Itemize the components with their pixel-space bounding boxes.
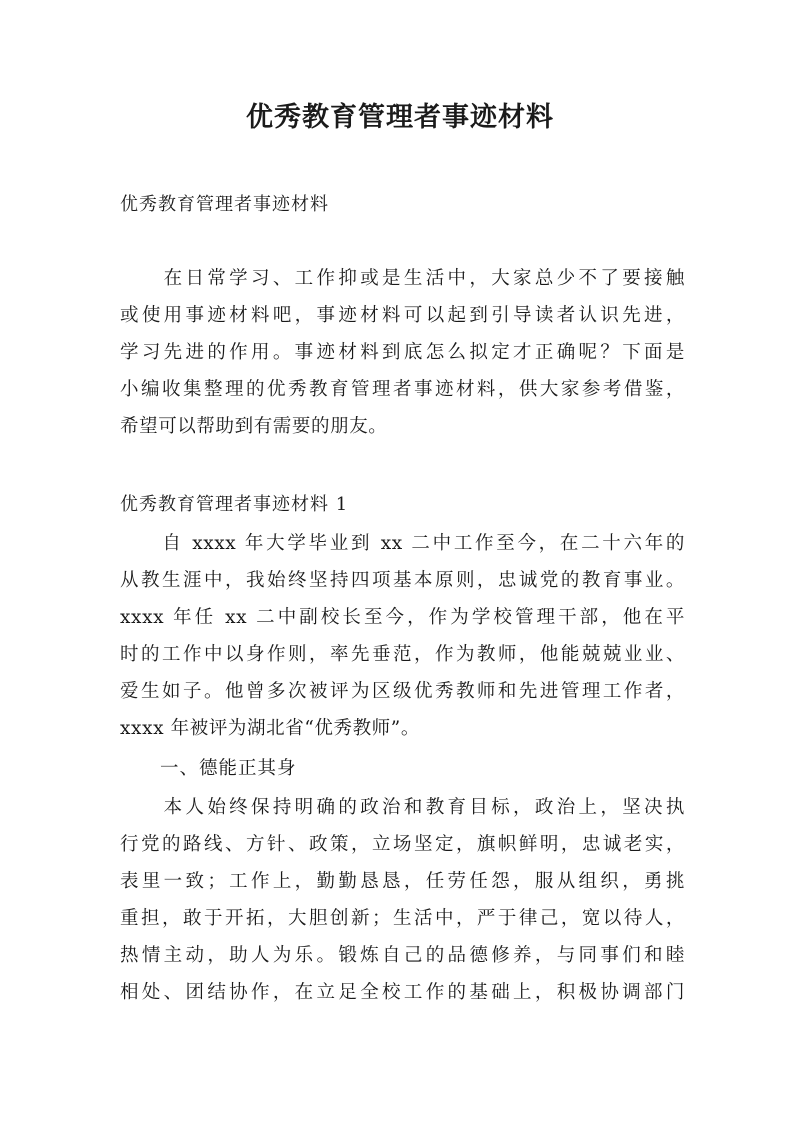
intro-paragraph	[120, 260, 685, 445]
section2-line: 重担，敢于开拓，大胆创新；生活中，严于律己，宽以待人，	[120, 908, 685, 929]
section1-line: 爱生如子。他曾多次被评为区级优秀教师和先进管理工作者，	[120, 681, 685, 702]
section1-line: 时的工作中以身作则，率先垂范，作为教师，他能兢兢业业、	[120, 644, 685, 665]
intro-line: 学习先进的作用。事迹材料到底怎么拟定才正确呢？下面是	[120, 342, 685, 363]
section1-line: xxxx 年任 xx 二中副校长至今，作为学校管理干部，他在平	[120, 607, 685, 628]
subheading-virtue: 一、德能正其身	[160, 758, 297, 779]
section1-line: 从教生涯中，我始终坚持四项基本原则，忠诚党的教育事业。	[120, 570, 685, 591]
section2-paragraph	[120, 789, 685, 1011]
section1-line: 自 xxxx 年大学毕业到 xx 二中工作至今，在二十六年的	[120, 533, 685, 554]
section1-paragraph	[120, 525, 685, 747]
section1-line: xxxx 年被评为湖北省“优秀教师”。	[120, 718, 420, 739]
section2-line: 热情主动，助人为乐。锻炼自己的品德修养，与同事们和睦	[120, 945, 685, 966]
intro-line: 希望可以帮助到有需要的朋友。	[120, 416, 388, 437]
section2-line: 相处、团结协作，在立足全校工作的基础上，积极协调部门	[120, 982, 685, 1003]
document-subtitle: 优秀教育管理者事迹材料	[120, 194, 329, 215]
section2-line: 本人始终保持明确的政治和教育目标，政治上，坚决执	[120, 797, 685, 818]
section2-line: 行党的路线、方针、政策，立场坚定，旗帜鲜明，忠诚老实，	[120, 834, 685, 855]
intro-line: 在日常学习、工作抑或是生活中，大家总少不了要接触	[120, 268, 685, 289]
document-title: 优秀教育管理者事迹材料	[246, 102, 554, 133]
intro-line: 或使用事迹材料吧，事迹材料可以起到引导读者认识先进，	[120, 305, 685, 326]
section-heading: 优秀教育管理者事迹材料 1	[120, 494, 349, 515]
section2-line: 表里一致；工作上，勤勤恳恳，任劳任怨，服从组织，勇挑	[120, 871, 685, 892]
intro-line: 小编收集整理的优秀教育管理者事迹材料，供大家参考借鉴，	[120, 379, 685, 400]
